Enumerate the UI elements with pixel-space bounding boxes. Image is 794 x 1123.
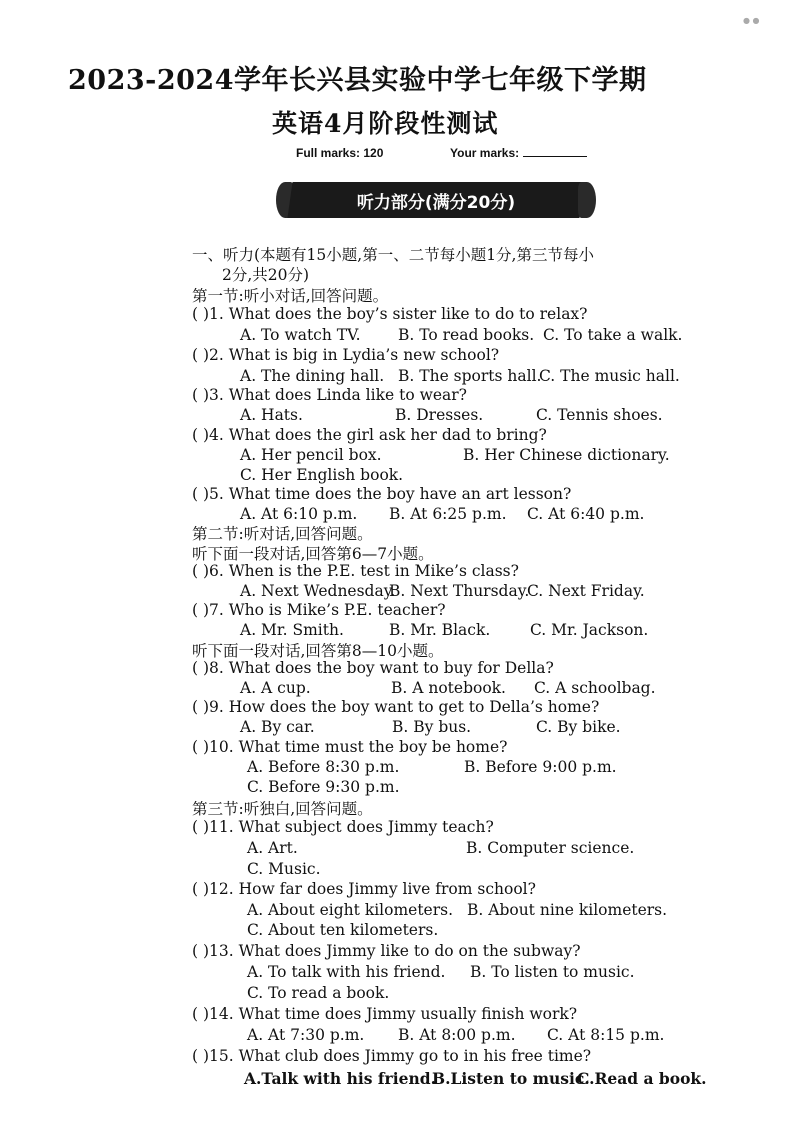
- instructions-line1: 一、听力(本题有15小题,第一、二节每小题1分,第三节每小: [192, 246, 594, 264]
- q7-option-c: C. Mr. Jackson.: [530, 621, 649, 639]
- q2-option-b: B. The sports hall.: [398, 367, 542, 385]
- question-13: ( )13. What does Jimmy like to do on the subway?: [192, 942, 581, 960]
- question-3: ( )3. What does Linda like to wear?: [192, 386, 467, 404]
- banner-label: 听力部分(满分20分): [356, 193, 516, 213]
- instructions-line2: 2分,共20分): [222, 266, 310, 284]
- q6-option-a: A. Next Wednesday.: [240, 582, 396, 600]
- q9-option-a: A. By car.: [240, 718, 315, 736]
- q2-option-a: A. The dining hall.: [240, 367, 385, 385]
- q8-option-b: B. A notebook.: [391, 679, 506, 697]
- q11-option-a: A. Art.: [247, 839, 298, 857]
- q1-option-b: B. To read books.: [398, 326, 535, 344]
- q12-option-a: A. About eight kilometers.: [247, 901, 454, 919]
- question-11: ( )11. What subject does Jimmy teach?: [192, 818, 494, 836]
- q14-option-a: A. At 7:30 p.m.: [247, 1026, 365, 1044]
- question-4: ( )4. What does the girl ask her dad to bring?: [192, 426, 547, 444]
- question-7: ( )7. Who is Mike’s P.E. teacher?: [192, 601, 446, 619]
- q15-option-a: A.Talk with his friend.: [244, 1069, 436, 1088]
- q4-option-c: C. Her English book.: [240, 466, 404, 484]
- exam-title-line1: 2023-2024学年长兴县实验中学七年级下学期: [68, 65, 647, 96]
- question-12: ( )12. How far does Jimmy live from school?: [192, 880, 536, 898]
- section1-heading: 第一节:听小对话,回答问题。: [192, 287, 389, 305]
- question-1: ( )1. What does the boy’s sister like to do to relax?: [192, 305, 588, 323]
- listening-section-banner: [276, 182, 596, 218]
- q15-option-b: B.Listen to music.: [432, 1069, 590, 1088]
- q13-option-b: B. To listen to music.: [470, 963, 635, 981]
- q1-option-c: C. To take a walk.: [543, 326, 683, 344]
- q12-option-b: B. About nine kilometers.: [467, 901, 668, 919]
- q10-option-a: A. Before 8:30 p.m.: [247, 758, 400, 776]
- section2-part1: 听下面一段对话,回答第6—7小题。: [192, 545, 434, 563]
- q11-option-c: C. Music.: [247, 860, 321, 878]
- q5-option-b: B. At 6:25 p.m.: [389, 505, 507, 523]
- question-2: ( )2. What is big in Lydia’s new school?: [192, 346, 500, 364]
- q5-option-a: A. At 6:10 p.m.: [240, 505, 358, 523]
- q2-option-c: C. The music hall.: [539, 367, 680, 385]
- q14-option-b: B. At 8:00 p.m.: [398, 1026, 516, 1044]
- q14-option-c: C. At 8:15 p.m.: [547, 1026, 665, 1044]
- question-5: ( )5. What time does the boy have an art lesson?: [192, 485, 572, 503]
- q9-option-b: B. By bus.: [392, 718, 472, 736]
- section2-heading: 第二节:听对话,回答问题。: [192, 525, 373, 543]
- q15-option-c: C.Read a book.: [577, 1069, 707, 1088]
- q3-option-c: C. Tennis shoes.: [536, 406, 663, 424]
- q4-option-b: B. Her Chinese dictionary.: [463, 446, 670, 464]
- your-marks-blank[interactable]: [523, 146, 587, 157]
- q3-option-a: A. Hats.: [240, 406, 303, 424]
- question-6: ( )6. When is the P.E. test in Mike’s class?: [192, 562, 519, 580]
- q6-option-b: B. Next Thursday.: [389, 582, 530, 600]
- question-15: ( )15. What club does Jimmy go to in his free time?: [192, 1047, 592, 1065]
- q8-option-a: A. A cup.: [240, 679, 311, 697]
- q8-option-c: C. A schoolbag.: [534, 679, 656, 697]
- full-marks: Full marks: 120: [296, 146, 384, 160]
- q13-option-a: A. To talk with his friend.: [247, 963, 446, 981]
- q9-option-c: C. By bike.: [536, 718, 621, 736]
- your-marks: [450, 146, 587, 160]
- question-14: ( )14. What time does Jimmy usually finish work?: [192, 1005, 578, 1023]
- q4-option-a: A. Her pencil box.: [240, 446, 382, 464]
- q6-option-c: C. Next Friday.: [527, 582, 645, 600]
- q5-option-c: C. At 6:40 p.m.: [527, 505, 645, 523]
- q12-option-c: C. About ten kilometers.: [247, 921, 439, 939]
- q10-option-b: B. Before 9:00 p.m.: [464, 758, 617, 776]
- q13-option-c: C. To read a book.: [247, 984, 390, 1002]
- q11-option-b: B. Computer science.: [466, 839, 635, 857]
- your-marks-label: Your marks:: [450, 146, 520, 160]
- question-9: ( )9. How does the boy want to get to Della’s home?: [192, 698, 600, 716]
- question-8: ( )8. What does the boy want to buy for Della?: [192, 659, 554, 677]
- section3-heading: 第三节:听独白,回答问题。: [192, 800, 373, 818]
- question-10: ( )10. What time must the boy be home?: [192, 738, 508, 756]
- q7-option-b: B. Mr. Black.: [389, 621, 491, 639]
- q7-option-a: A. Mr. Smith.: [240, 621, 344, 639]
- q3-option-b: B. Dresses.: [395, 406, 484, 424]
- q1-option-a: A. To watch TV.: [240, 326, 361, 344]
- corner-mark: ● ●: [743, 16, 760, 25]
- q10-option-c: C. Before 9:30 p.m.: [247, 778, 400, 796]
- exam-title-line2: 英语4月阶段性测试: [272, 109, 499, 138]
- section2-part2: 听下面一段对话,回答第8—10小题。: [192, 642, 444, 660]
